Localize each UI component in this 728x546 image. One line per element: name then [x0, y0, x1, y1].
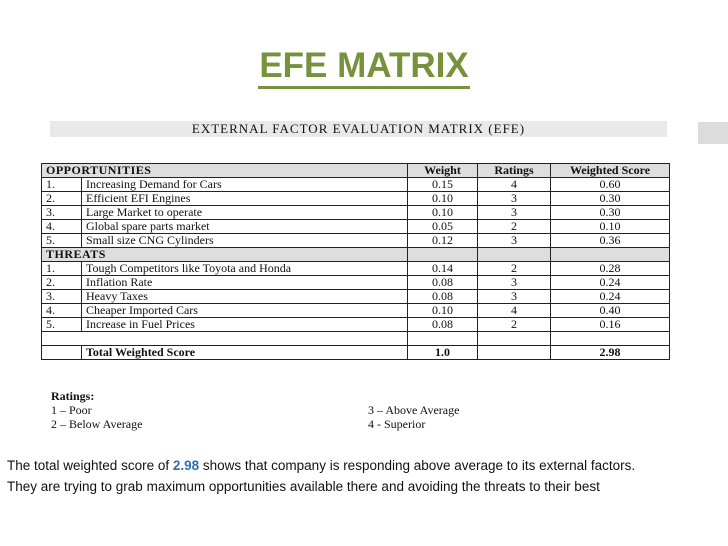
row-number: 4.: [42, 304, 82, 318]
table-header-row: [42, 164, 670, 178]
summary-line-2: They are trying to grab maximum opportunities available there and avoiding the threats to their best: [7, 479, 600, 494]
score-cell: 0.24: [551, 290, 670, 304]
factor-cell: Efficient EFI Engines: [82, 192, 408, 206]
legend-row-1: [51, 403, 460, 417]
table-row: [42, 290, 670, 304]
table-row: [42, 178, 670, 192]
score-cell: 0.60: [551, 178, 670, 192]
score-cell: 0.40: [551, 304, 670, 318]
total-label: Total Weighted Score: [82, 346, 408, 360]
row-number: 3.: [42, 206, 82, 220]
empty-cell: [551, 248, 670, 262]
score-cell: 0.30: [551, 192, 670, 206]
table-row: [42, 318, 670, 332]
row-number: 2.: [42, 192, 82, 206]
score-cell: 0.28: [551, 262, 670, 276]
row-number: 3.: [42, 290, 82, 304]
rating-cell: 3: [478, 276, 551, 290]
table-row: [42, 304, 670, 318]
summary-prefix: The total weighted score of: [7, 458, 173, 473]
efe-matrix-table: [41, 163, 670, 360]
rating-cell: 2: [478, 318, 551, 332]
table-row: [42, 220, 670, 234]
factor-cell: Large Market to operate: [82, 206, 408, 220]
factor-cell: Small size CNG Cylinders: [82, 234, 408, 248]
weight-cell: 0.08: [408, 290, 478, 304]
weighted-score-header: Weighted Score: [551, 164, 670, 178]
weight-cell: 0.12: [408, 234, 478, 248]
matrix-caption: EXTERNAL FACTOR EVALUATION MATRIX (EFE): [50, 121, 667, 137]
weight-cell: 0.10: [408, 192, 478, 206]
empty-cell: [42, 346, 82, 360]
ratings-header: Ratings: [478, 164, 551, 178]
table-row: [42, 276, 670, 290]
ratings-legend: [51, 389, 460, 431]
rating-cell: 3: [478, 234, 551, 248]
rating-cell: 2: [478, 220, 551, 234]
legend-row-2: [51, 417, 426, 431]
page-title: [0, 46, 728, 89]
weight-cell: 0.08: [408, 318, 478, 332]
summary-line-1: [7, 455, 723, 476]
weight-cell: 0.10: [408, 304, 478, 318]
rating-cell: 4: [478, 304, 551, 318]
legend-item-below-average: 2 – Below Average: [51, 417, 143, 431]
factor-cell: Heavy Taxes: [82, 290, 408, 304]
rating-cell: 2: [478, 262, 551, 276]
empty-cell: [551, 332, 670, 346]
rating-cell: 3: [478, 206, 551, 220]
legend-item-above-average: 3 – Above Average: [368, 403, 460, 417]
score-cell: 0.10: [551, 220, 670, 234]
threats-header: THREATS: [42, 248, 408, 262]
row-number: 1.: [42, 262, 82, 276]
opportunities-header: OPPORTUNITIES: [42, 164, 408, 178]
row-number: 5.: [42, 234, 82, 248]
table-row: [42, 192, 670, 206]
row-number: 5.: [42, 318, 82, 332]
table-row: [42, 206, 670, 220]
table-row: [42, 262, 670, 276]
row-number: 2.: [42, 276, 82, 290]
weight-cell: 0.08: [408, 276, 478, 290]
score-cell: 0.36: [551, 234, 670, 248]
weight-cell: 0.14: [408, 262, 478, 276]
weight-cell: 0.15: [408, 178, 478, 192]
legend-item-poor: 1 – Poor: [51, 403, 92, 417]
total-row: [42, 346, 670, 360]
empty-cell: [478, 248, 551, 262]
row-number: 4.: [42, 220, 82, 234]
weight-cell: 0.10: [408, 206, 478, 220]
score-cell: 0.16: [551, 318, 670, 332]
weight-header: Weight: [408, 164, 478, 178]
factor-cell: Increasing Demand for Cars: [82, 178, 408, 192]
factor-cell: Cheaper Imported Cars: [82, 304, 408, 318]
summary-suffix: shows that company is responding above average to its external factors.: [199, 458, 636, 473]
factor-cell: Tough Competitors like Toyota and Honda: [82, 262, 408, 276]
threats-section-row: [42, 248, 670, 262]
side-panel-tab: [698, 122, 728, 144]
total-score: 2.98: [551, 346, 670, 360]
rating-cell: 3: [478, 192, 551, 206]
empty-cell: [478, 332, 551, 346]
empty-cell: [42, 332, 408, 346]
legend-title: Ratings:: [51, 389, 95, 403]
rating-cell: 4: [478, 178, 551, 192]
factor-cell: Global spare parts market: [82, 220, 408, 234]
page-title-text: EFE MATRIX: [258, 46, 469, 89]
blank-row: [42, 332, 670, 346]
score-cell: 0.24: [551, 276, 670, 290]
summary-text: [7, 455, 723, 497]
rating-cell: 3: [478, 290, 551, 304]
weight-cell: 0.05: [408, 220, 478, 234]
legend-item-superior: 4 - Superior: [368, 417, 426, 431]
table-row: [42, 234, 670, 248]
row-number: 1.: [42, 178, 82, 192]
score-cell: 0.30: [551, 206, 670, 220]
total-weight: 1.0: [408, 346, 478, 360]
empty-cell: [478, 346, 551, 360]
highlighted-score: 2.98: [172, 458, 200, 473]
factor-cell: Increase in Fuel Prices: [82, 318, 408, 332]
empty-cell: [408, 248, 478, 262]
empty-cell: [408, 332, 478, 346]
factor-cell: Inflation Rate: [82, 276, 408, 290]
